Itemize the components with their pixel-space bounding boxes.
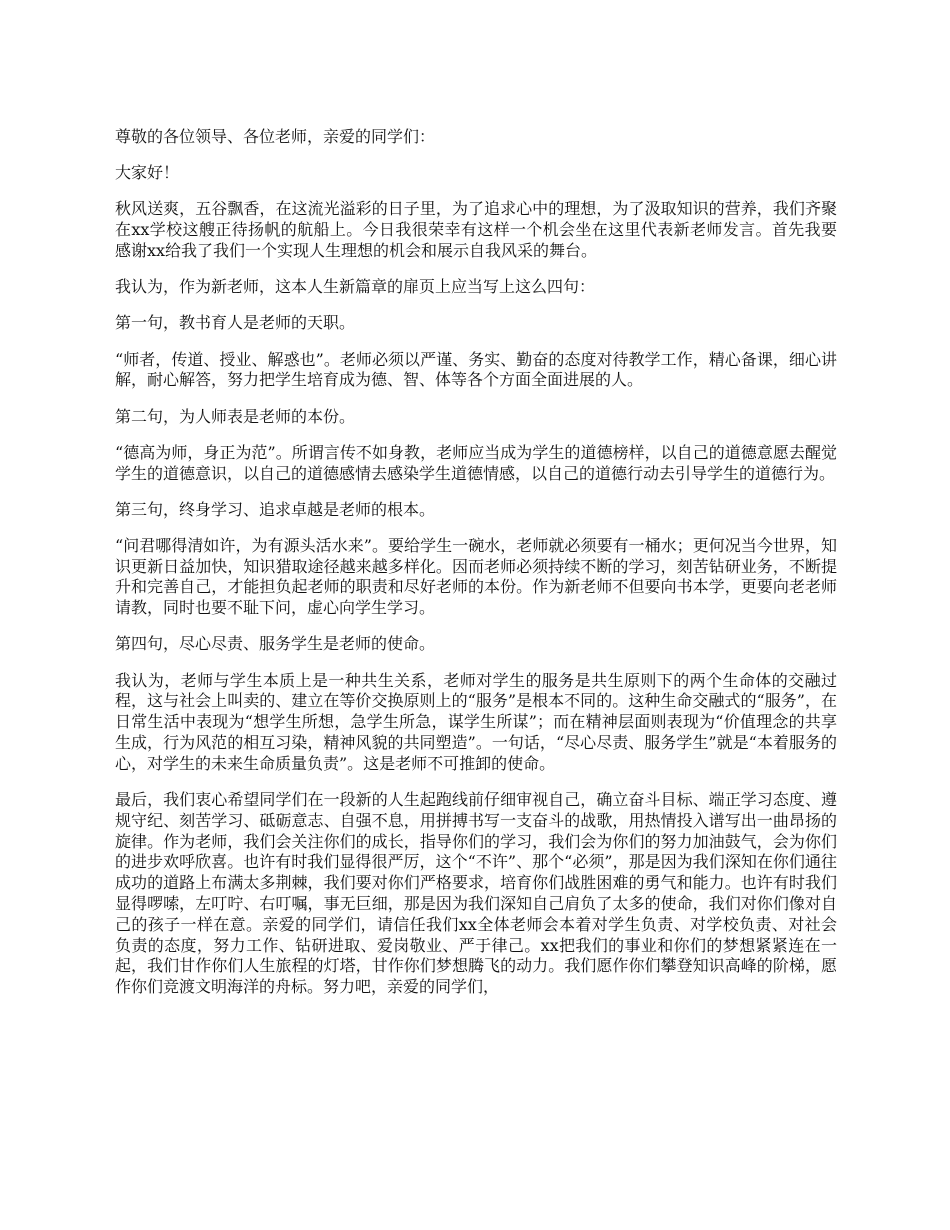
intro-paragraph: 秋风送爽，五谷飘香，在这流光溢彩的日子里，为了追求心中的理想，为了汲取知识的营养，我们齐聚在xx学校这艘正待扬帆的航船上。今日我很荣幸有这样一个机会坐在这里代表新老师发言。首先我要感谢xx给我了我们一个实现人生理想的机会和展示自我风采的舞台。 bbox=[115, 199, 837, 260]
sentence-three-body: “问君哪得清如许，为有源头活水来”。要给学生一碗水，老师就必须要有一桶水；更何况当今世界，知识更新日益加快，知识猎取途径越来越多样化。因而老师必须持续不断的学习，刻苦钻研业务，不断提升和完善自己，才能担负起老师的职责和尽好老师的本份。作为新老师不但要向书本学，更要向老老师请教，同时也要不耻下问，虚心向学生学习。 bbox=[115, 535, 837, 618]
sentence-four-heading: 第四句，尽心尽责、服务学生是老师的使命。 bbox=[115, 634, 436, 654]
four-sentences-lead: 我认为，作为新老师，这本人生新篇章的扉页上应当写上这么四句： bbox=[115, 277, 596, 297]
salutation: 尊敬的各位领导、各位老师，亲爱的同学们： bbox=[115, 127, 436, 146]
sentence-one-body: “师者，传道、授业、解惑也”。老师必须以严谨、务实、勤奋的态度对待教学工作，精心备课，细心讲解，耐心解答，努力把学生培育成为德、智、体等各个方面全面进展的人。 bbox=[115, 349, 837, 390]
sentence-three-heading: 第三句，终身学习、追求卓越是老师的根本。 bbox=[115, 499, 436, 519]
closing-paragraph: 最后，我们衷心希望同学们在一段新的人生起跑线前仔细审视自己，确立奋斗目标、端正学习态度、遵规守纪、刻苦学习、砥砺意志、自强不息，用拼搏书写一支奋斗的战歌，用热情投入谱写出一曲昂扬的旋律。作为老师，我们会关注你们的成长，指导你们的学习，我们会为你们的努力加油鼓气，会为你们的进步欢呼欣喜。也许有时我们显得很严厉，这个“不许”、那个“必须”，那是因为我们深知在你们通往成功的道路上布满太多荆棘，我们要对你们严格要求，培育你们战胜困难的勇气和能力。也许有时我们显得啰嗦，左叮咛、右叮嘱，事无巨细，那是因为我们深知自己肩负了太多的使命，我们对你们像对自己的孩子一样在意。亲爱的同学们，请信任我们xx全体老师会本着对学生负责、对学校负责、对社会负责的态度，努力工作、钻研进取、爱岗敬业、严于律己。xx把我们的事业和你们的梦想紧紧连在一起，我们甘作你们人生旅程的灯塔，甘作你们梦想腾飞的动力。我们愿作你们攀登知识高峰的阶梯，愿作你们竞渡文明海洋的舟标。努力吧，亲爱的同学们， bbox=[115, 790, 837, 997]
greeting: 大家好！ bbox=[115, 163, 180, 183]
sentence-one-heading: 第一句，教书育人是老师的天职。 bbox=[115, 313, 356, 333]
sentence-two-body: “德高为师，身正为范”。所谓言传不如身教，老师应当成为学生的道德榜样，以自己的道德意愿去醒觉学生的道德意识，以自己的道德感情去感染学生道德情感，以自己的道德行动去引导学生的道德行为。 bbox=[115, 442, 837, 483]
document-body bbox=[115, 127, 837, 1013]
sentence-four-body: 我认为，老师与学生本质上是一种共生关系，老师对学生的服务是共生原则下的两个生命体的交融过程，这与社会上叫卖的、建立在等价交换原则上的“服务”是根本不同的。这种生命交融式的“服务”，在日常生活中表现为“想学生所想，急学生所急，谋学生所谋”；而在精神层面则表现为“价值理念的共享生成，行为风范的相互习染，精神风貌的共同塑造”。一句话，“尽心尽责、服务学生”就是“本着服务的心，对学生的未来生命质量负责”。这是老师不可推卸的使命。 bbox=[115, 670, 837, 773]
sentence-two-heading: 第二句，为人师表是老师的本份。 bbox=[115, 406, 356, 426]
